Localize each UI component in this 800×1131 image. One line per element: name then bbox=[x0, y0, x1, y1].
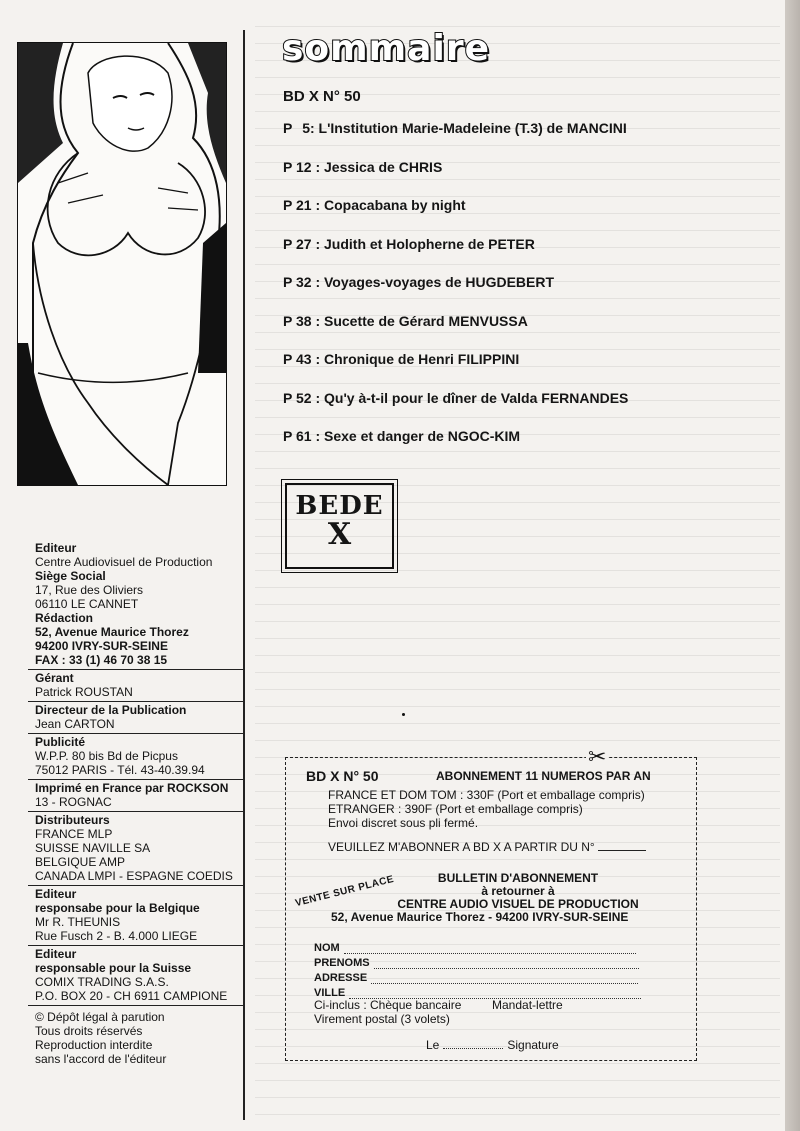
start-issue-line[interactable] bbox=[598, 850, 646, 851]
imprint-label: Publicité bbox=[35, 735, 86, 749]
payment-cheque[interactable]: Ci-inclus : Chèque bancaire bbox=[314, 998, 462, 1012]
imprint-value: Centre Audiovisuel de Production bbox=[35, 555, 213, 569]
field-line[interactable] bbox=[344, 943, 636, 954]
signature-label: Signature bbox=[507, 1038, 559, 1052]
field-prenoms[interactable] bbox=[314, 954, 641, 969]
issue-number: BD X N° 50 bbox=[283, 88, 361, 105]
imprint-value: SUISSE NAVILLE SA bbox=[35, 841, 151, 855]
field-nom[interactable] bbox=[314, 939, 641, 954]
coupon-issue: BD X N° 50 bbox=[306, 768, 379, 784]
imprint-value: Patrick ROUSTAN bbox=[35, 685, 133, 699]
scissors-icon: ✂ bbox=[588, 744, 607, 769]
toc-title: : Copacabana by night bbox=[315, 197, 466, 213]
field-label: ADRESSE bbox=[314, 972, 368, 984]
imprint-label: Editeur bbox=[35, 947, 77, 961]
imprint-value: 75012 PARIS - Tél. 43-40.39.94 bbox=[35, 763, 205, 777]
toc-entry bbox=[283, 159, 763, 198]
imprint-column bbox=[28, 540, 243, 1066]
page-title: sommaire bbox=[282, 28, 490, 69]
legal-line: Tous droits réservés bbox=[35, 1024, 143, 1038]
start-issue-label: VEUILLEZ M'ABONNER A BD X A PARTIR DU N° bbox=[328, 840, 595, 854]
start-issue-field[interactable] bbox=[328, 840, 646, 854]
imprint-gerant bbox=[28, 670, 243, 702]
imprint-value: 06110 LE CANNET bbox=[35, 597, 139, 611]
toc-page-number: 43 bbox=[295, 351, 312, 367]
legal-line: Reproduction interdite bbox=[35, 1038, 153, 1052]
toc-entry bbox=[283, 351, 763, 390]
payment-virement[interactable]: Virement postal (3 volets) bbox=[314, 1012, 450, 1026]
toc-page-number: 27 bbox=[295, 235, 312, 252]
imprint-value: FRANCE MLP bbox=[35, 827, 113, 841]
bulletin-return: à retourner à bbox=[481, 884, 555, 898]
coupon-prices bbox=[328, 788, 645, 830]
field-label: NOM bbox=[314, 942, 340, 954]
imprint-label: Imprimé en France par ROCKSON bbox=[35, 781, 229, 795]
imprint-value: 52, Avenue Maurice Thorez bbox=[35, 625, 189, 639]
toc-page-number: 52 bbox=[295, 389, 312, 406]
toc-entry bbox=[283, 236, 763, 275]
imprint-label: Gérant bbox=[35, 671, 74, 685]
toc-title: : Voyages-voyages de HUGDEBERT bbox=[315, 274, 555, 290]
toc-page-number: 21 bbox=[295, 197, 312, 213]
cover-illustration bbox=[17, 42, 227, 486]
date-line[interactable] bbox=[443, 1048, 503, 1049]
imprint-label: responsabe pour la Belgique bbox=[35, 901, 200, 915]
toc-page-prefix: P bbox=[283, 312, 293, 329]
imprint-distributeurs bbox=[28, 812, 243, 886]
toc-page-number: 61 bbox=[295, 428, 312, 444]
legal-line: © Dépôt légal à parution bbox=[35, 1010, 165, 1024]
toc-title: : Qu'y à-t-il pour le dîner de Valda FERNANDES bbox=[315, 389, 629, 406]
column-divider bbox=[243, 30, 245, 1120]
imprint-value: P.O. BOX 20 - CH 6911 CAMPIONE bbox=[35, 989, 228, 1003]
stray-dot bbox=[402, 713, 405, 716]
toc-entry bbox=[283, 120, 763, 159]
toc-title: : Judith et Holopherne de PETER bbox=[315, 235, 535, 252]
imprint-suisse bbox=[28, 946, 243, 1006]
vente-sur-place-stamp: VENTE SUR PLACE bbox=[294, 873, 396, 910]
toc-page-prefix: P bbox=[283, 428, 293, 444]
imprint-label: Siège Social bbox=[35, 569, 106, 583]
field-ville[interactable] bbox=[314, 984, 641, 999]
toc-page-prefix: P bbox=[283, 235, 293, 252]
discreet-shipping: Envoi discret sous pli fermé. bbox=[328, 816, 479, 830]
toc-entry bbox=[283, 274, 763, 313]
imprint-label: Editeur bbox=[35, 541, 77, 555]
toc-entry bbox=[283, 197, 763, 236]
imprint-value: COMIX TRADING S.A.S. bbox=[35, 975, 169, 989]
imprint-printer bbox=[28, 780, 243, 812]
toc-page-number: 38 bbox=[295, 312, 312, 329]
toc-entry bbox=[283, 428, 763, 467]
toc-title: : L'Institution Marie-Madeleine (T.3) de MANCINI bbox=[309, 120, 627, 136]
imprint-label: Directeur de la Publication bbox=[35, 703, 187, 717]
imprint-value: Jean CARTON bbox=[35, 717, 115, 731]
date-label: Le bbox=[426, 1038, 440, 1052]
field-adresse[interactable] bbox=[314, 969, 641, 984]
logo-line-1: BEDE bbox=[295, 491, 384, 521]
bede-x-logo bbox=[285, 483, 394, 569]
coupon-address: 52, Avenue Maurice Thorez - 94200 IVRY-SUR-SEINE bbox=[331, 910, 629, 924]
legal-notice bbox=[28, 1006, 243, 1066]
illustration-drawing bbox=[18, 43, 226, 485]
imprint-fax: FAX : 33 (1) 46 70 38 15 bbox=[35, 653, 168, 667]
payment-mandat[interactable]: Mandat-lettre bbox=[492, 998, 563, 1012]
toc-page-prefix: P bbox=[283, 274, 293, 290]
imprint-label: Distributeurs bbox=[35, 813, 110, 827]
imprint-label: Rédaction bbox=[35, 611, 94, 625]
field-line[interactable] bbox=[374, 958, 639, 969]
imprint-value: 13 - ROGNAC bbox=[35, 795, 112, 809]
imprint-editeur bbox=[28, 540, 243, 670]
bulletin-title: BULLETIN D'ABONNEMENT bbox=[437, 871, 599, 885]
imprint-value: Mr R. THEUNIS bbox=[35, 915, 121, 929]
imprint-label: Editeur bbox=[35, 887, 77, 901]
imprint-value: 17, Rue des Oliviers bbox=[35, 583, 144, 597]
imprint-directeur bbox=[28, 702, 243, 734]
toc-title: : Jessica de CHRIS bbox=[315, 158, 443, 175]
toc-title: : Sucette de Gérard MENVUSSA bbox=[315, 312, 528, 329]
logo-line-2: X bbox=[327, 517, 352, 552]
imprint-belgique bbox=[28, 886, 243, 946]
toc-page-prefix: P bbox=[283, 158, 293, 175]
price-etranger: ETRANGER : 390F (Port et emballage compris) bbox=[328, 802, 583, 816]
payment-options bbox=[314, 998, 563, 1026]
toc-page-number: 32 bbox=[295, 274, 312, 290]
toc-title: : Sexe et danger de NGOC-KIM bbox=[315, 428, 521, 444]
toc-page-prefix: P bbox=[283, 197, 293, 213]
toc-entry bbox=[283, 313, 763, 352]
imprint-value: CANADA LMPI - ESPAGNE COEDIS bbox=[35, 869, 233, 883]
subscription-coupon bbox=[285, 744, 697, 1061]
toc-page-prefix: P bbox=[283, 351, 293, 367]
toc-entry bbox=[283, 390, 763, 429]
page-edge bbox=[785, 0, 800, 1131]
imprint-value: 94200 IVRY-SUR-SEINE bbox=[35, 639, 168, 653]
signature-line bbox=[426, 1038, 559, 1052]
coupon-subscription: ABONNEMENT 11 NUMEROS PAR AN bbox=[436, 769, 651, 783]
toc-page-number: 12 bbox=[295, 158, 312, 175]
price-france: FRANCE ET DOM TOM : 330F (Port et emballage compris) bbox=[328, 788, 645, 802]
imprint-label: responsable pour la Suisse bbox=[35, 961, 192, 975]
field-label: VILLE bbox=[314, 987, 346, 999]
bulletin-centre: CENTRE AUDIO VISUEL DE PRODUCTION bbox=[397, 897, 639, 911]
imprint-value: BELGIQUE AMP bbox=[35, 855, 126, 869]
imprint-value: Rue Fusch 2 - B. 4.000 LIEGE bbox=[35, 929, 198, 943]
imprint-publicite bbox=[28, 734, 243, 780]
coupon-fields bbox=[314, 939, 641, 999]
field-label: PRENOMS bbox=[314, 957, 370, 969]
legal-line: sans l'accord de l'éditeur bbox=[35, 1052, 167, 1066]
imprint-value: W.P.P. 80 bis Bd de Picpus bbox=[35, 749, 178, 763]
toc-page-prefix: P bbox=[283, 120, 293, 136]
toc-page-number: 5 bbox=[302, 120, 310, 136]
toc-title: : Chronique de Henri FILIPPINI bbox=[315, 351, 520, 367]
table-of-contents bbox=[283, 120, 763, 467]
field-line[interactable] bbox=[371, 973, 638, 984]
toc-page-prefix: P bbox=[283, 389, 293, 406]
